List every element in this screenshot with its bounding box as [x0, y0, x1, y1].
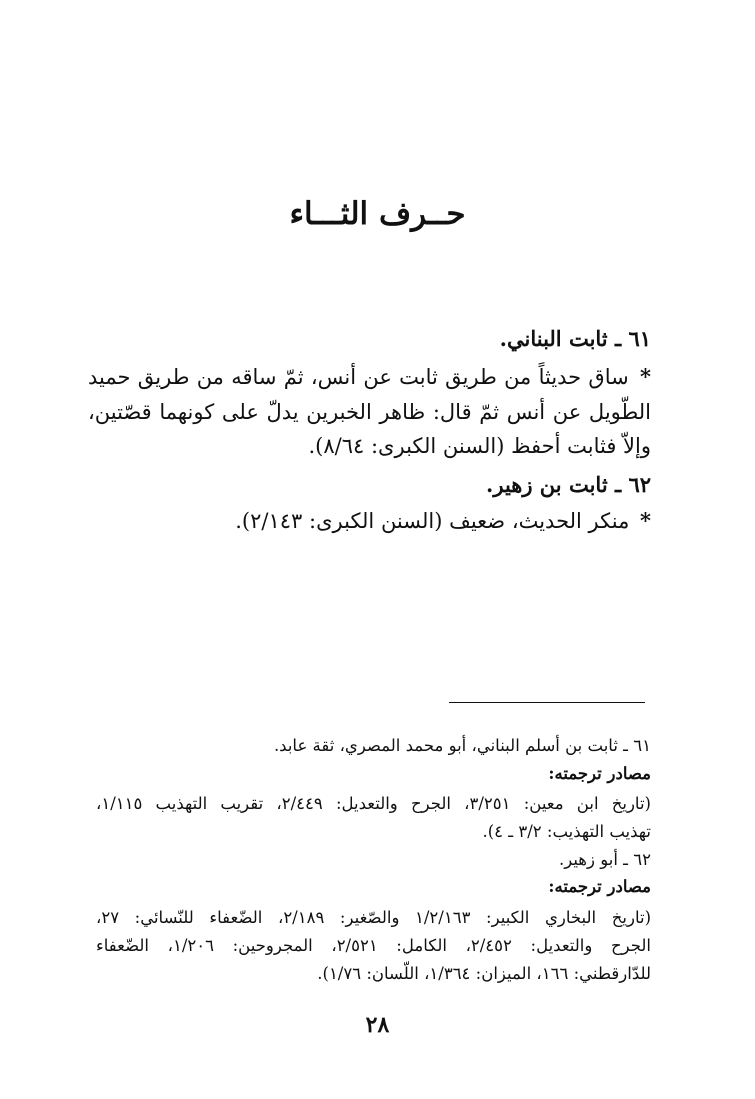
- entry-61-line-3: وإلاّ فثابت أحفظ (السنن الكبرى: ٨/٦٤).: [308, 434, 651, 458]
- entry-61-line-1: [88, 364, 651, 389]
- footnote-62-source-line-3: للدّارقطني: ١٦٦، الميزان: ١/٣٦٤، اللّسان: ١/٧٦).: [317, 964, 651, 983]
- footnote-62-sources-label: مصادر ترجمته:: [548, 877, 651, 896]
- footnote-62-source-line-1: (تاريخ البخاري الكبير: ١/٢/١٦٣ والصّغير: ٢/١٨٩، الضّعفاء للنّسائي: ٢٧،: [96, 908, 652, 927]
- entry-62-line-1: [88, 508, 651, 533]
- footnote-62-source-line-2: الجرح والتعديل: ٢/٤٥٢، الكامل: ٢/٥٢١، المجروحين: ١/٢٠٦، الضّعفاء: [96, 936, 651, 955]
- entry-heading-62: ٦٢ ـ ثابت بن زهير.: [486, 472, 651, 497]
- entry-61-line-2: الطّويل عن أنس ثمّ قال: ظاهر الخبرين يدلّ على كونهما قصّتين،: [88, 400, 651, 424]
- bullet-marker: *: [640, 364, 651, 389]
- entry-61-line-1-text: ساق حديثاً من طريق ثابت عن أنس، ثمّ ساقه من طريق حميد: [88, 365, 629, 389]
- footnote-separator: [449, 702, 645, 703]
- footnote-61: ٦١ ـ ثابت بن أسلم البناني، أبو محمد المصري، ثقة عابد.: [273, 736, 651, 755]
- entry-62-line-1-text: منكر الحديث، ضعيف (السنن الكبرى: ٢/١٤٣).: [235, 509, 630, 533]
- page-number: ٢٨: [365, 1012, 390, 1038]
- bullet-marker: *: [640, 508, 651, 533]
- entry-heading-61: ٦١ ـ ثابت البناني.: [499, 326, 651, 351]
- footnote-62: ٦٢ ـ أبو زهير.: [558, 850, 651, 869]
- footnote-61-source-line-1: (تاريخ ابن معين: ٣/٢٥١، الجرح والتعديل: ٢/٤٤٩، تقريب التهذيب ١/١١٥،: [96, 794, 651, 813]
- chapter-title: حــرف الثـــاء: [289, 196, 466, 232]
- footnote-61-sources-label: مصادر ترجمته:: [548, 764, 651, 783]
- footnote-61-source-line-2: تهذيب التهذيب: ٣/٢ ـ ٤).: [482, 822, 651, 841]
